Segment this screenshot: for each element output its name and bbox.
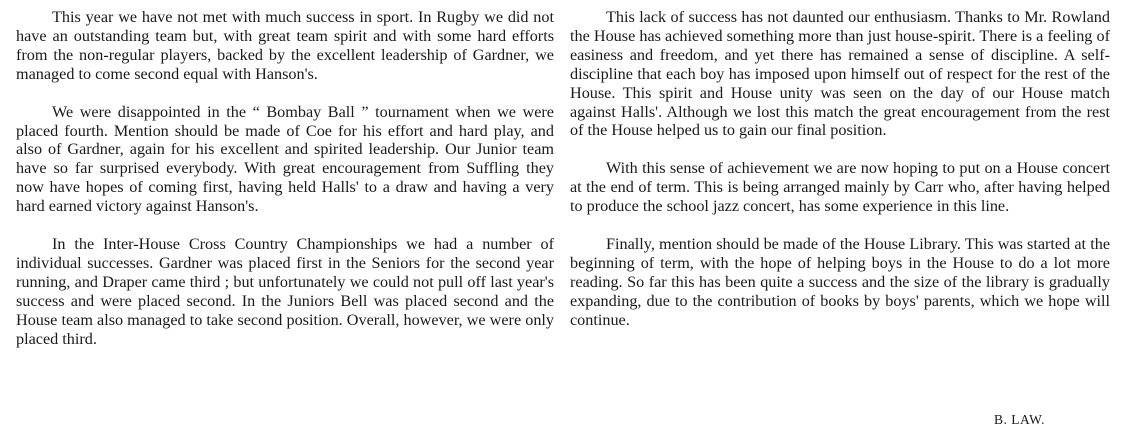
right-column [570,8,1110,330]
paragraph-house-concert: With this sense of achievement we are now hoping to put on a House concert at the end of term. This is being arranged mainly by Carr who, after having helped to produce the school jazz concert, has some experience in this line. [570,159,1110,216]
paragraph-bombay-ball: We were disappointed in the “ Bombay Ball ” tournament when we were placed fourth. Mention should be made of Coe for his effort and hard play, and also of Gardner, again for his excellent and spirited leadership. Our Junior team have so far surprised everybody. With great encouragement from Suffling they now have hopes of coming first, having held Halls' to a draw and having a very hard earned victory against Hanson's. [16,102,554,216]
paragraph-house-spirit: This lack of success has not daunted our enthusiasm. Thanks to Mr. Rowland the House has achieved something more than just house-spirit. There is a feeling of easiness and freedom, and yet there has remained a sense of discipline. A self-discipline that each boy has imposed upon himself out of respect for the rest of the House. This spirit and House unity was seen on the day of our House match against Halls'. Although we lost this match the great encouragement from the rest of the House helped us to gain our final position. [570,8,1110,140]
paragraph-house-library: Finally, mention should be made of the House Library. This was started at the beginning of term, with the hope of helping boys in the House to do a lot more reading. So far this has been quite a success and the size of the library is gradually expanding, due to the contribution of books by boys' parents, which we hope will continue. [570,235,1110,329]
paragraph-sport: This year we have not met with much success in sport. In Rugby we did not have an outstanding team but, with great team spirit and with some hard efforts from the non-regular players, backed by the excellent leadership of Gardner, we managed to come second equal with Hanson's. [16,8,554,83]
paragraph-cross-country: In the Inter-House Cross Country Championships we had a number of individual successes. Gardner was placed first in the Seniors for the second year running, and Draper came third ; but unfortunately we could not pull off last year's success and were placed second. In the Juniors Bell was placed second and the House team also managed to take second position. Overall, however, we were only placed third. [16,235,554,348]
left-column [16,8,554,349]
author-signature: B. LAW. [994,412,1046,427]
